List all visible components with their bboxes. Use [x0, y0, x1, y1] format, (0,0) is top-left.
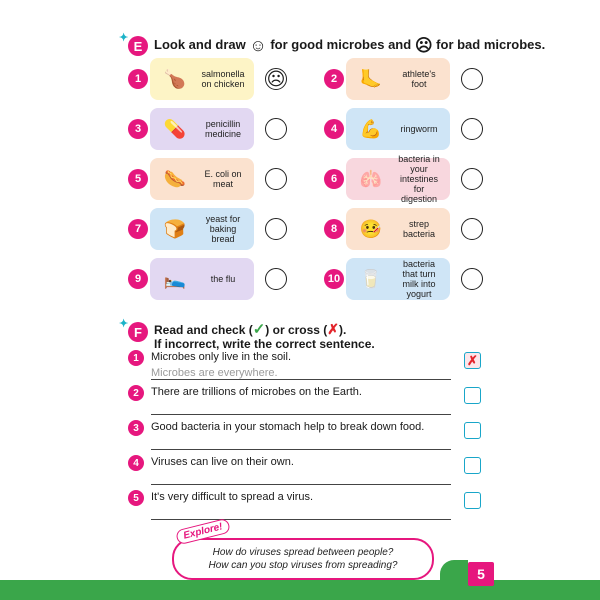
microbe-card [346, 258, 450, 300]
card-label: bacteria in your intestines for digestion [398, 154, 440, 204]
statement-number: 4 [128, 455, 144, 471]
item-number: 2 [324, 69, 344, 89]
microbe-card [150, 108, 254, 150]
section-e-header [119, 32, 546, 56]
statement-text: Good bacteria in your stomach help to break down food. [151, 421, 425, 433]
medicine-bottle-icon: 💊 [163, 118, 187, 139]
frown-icon: ☹ [414, 36, 433, 55]
sick-child-icon: 🛌 [163, 268, 187, 289]
microbe-card [346, 208, 450, 250]
statement-number: 3 [128, 420, 144, 436]
section-f-header [119, 318, 375, 351]
smiley-icon: ☺ [249, 36, 267, 55]
microbe-card [346, 58, 450, 100]
answer-circle[interactable] [265, 118, 287, 140]
microbe-card [150, 258, 254, 300]
item-number: 7 [128, 219, 148, 239]
answer-line [151, 519, 451, 520]
sausage-icon: 🌭 [163, 168, 187, 189]
item-number: 9 [128, 269, 148, 289]
answer-circle[interactable] [461, 68, 483, 90]
microbe-card [346, 108, 450, 150]
statement-number: 5 [128, 490, 144, 506]
item-number: 5 [128, 169, 148, 189]
answer-circle[interactable] [265, 268, 287, 290]
intestines-icon: 🫁 [359, 168, 383, 189]
check-box[interactable] [464, 387, 481, 404]
foot-icon: 🦶 [359, 68, 383, 89]
card-label: bacteria that turn milk into yogurt [402, 259, 436, 299]
item-number: 6 [324, 169, 344, 189]
answer-circle[interactable] [265, 218, 287, 240]
check-box[interactable] [464, 457, 481, 474]
statement-number: 1 [128, 350, 144, 366]
section-letter: E [128, 36, 148, 56]
burst-icon: ✦ [119, 32, 129, 44]
check-box[interactable]: ✗ [464, 352, 481, 369]
bread-icon: 🍞 [163, 218, 187, 239]
microbe-card [150, 58, 254, 100]
statement-text: There are trillions of microbes on the Earth. [151, 386, 362, 398]
answer-circle[interactable] [265, 168, 287, 190]
answer-line [151, 484, 451, 485]
explore-tag: Explore! [175, 518, 231, 546]
answer-text[interactable]: Microbes are everywhere. [151, 367, 278, 379]
statement-text: It's very difficult to spread a virus. [151, 491, 314, 503]
sore-throat-icon: 🤒 [359, 218, 383, 239]
answer-circle[interactable] [461, 218, 483, 240]
card-label: ringworm [400, 124, 438, 134]
check-icon: ✓ [252, 321, 266, 338]
card-label: E. coli on meat [204, 169, 242, 189]
card-label: athlete's foot [402, 69, 436, 89]
explore-question: How do viruses spread between people? [212, 547, 394, 558]
page-number: 5 [468, 562, 494, 586]
answer-circle[interactable] [461, 118, 483, 140]
answer-circle[interactable] [461, 168, 483, 190]
instruction: Read and check (✓) or cross (✗). If incorrect, write the correct sentence. [154, 321, 375, 351]
item-number: 3 [128, 119, 148, 139]
item-number: 1 [128, 69, 148, 89]
microbe-card [150, 208, 254, 250]
card-label: salmonella on chicken [201, 69, 245, 89]
answer-line [151, 449, 451, 450]
answer-circle[interactable]: ☹ [266, 69, 286, 89]
instruction: Look and draw ☺ for good microbes and ☹ for bad microbes. [154, 36, 546, 55]
check-box[interactable] [464, 492, 481, 509]
explore-question: How can you stop viruses from spreading? [208, 560, 398, 571]
item-number: 10 [324, 269, 344, 289]
section-letter: F [128, 322, 148, 342]
card-label: yeast for baking bread [205, 214, 241, 244]
microbe-card [150, 158, 254, 200]
cross-icon: ✗ [327, 321, 340, 337]
chicken-icon: 🍗 [163, 68, 187, 89]
check-box[interactable] [464, 422, 481, 439]
item-number: 8 [324, 219, 344, 239]
yogurt-icon: 🥛 [359, 268, 383, 289]
statement-text: Viruses can live on their own. [151, 456, 294, 468]
footer-leaf [440, 560, 468, 582]
statement-text: Microbes only live in the soil. [151, 351, 292, 363]
arm-rash-icon: 💪 [359, 118, 383, 139]
microbe-card [346, 154, 450, 204]
card-label: penicillin medicine [204, 119, 242, 139]
answer-line [151, 379, 451, 380]
answer-circle[interactable] [461, 268, 483, 290]
card-label: the flu [210, 274, 236, 284]
answer-line [151, 414, 451, 415]
burst-icon: ✦ [119, 318, 129, 330]
statement-number: 2 [128, 385, 144, 401]
footer-bar [0, 580, 600, 600]
item-number: 4 [324, 119, 344, 139]
card-label: strep bacteria [402, 219, 436, 239]
explore-box [172, 538, 434, 580]
